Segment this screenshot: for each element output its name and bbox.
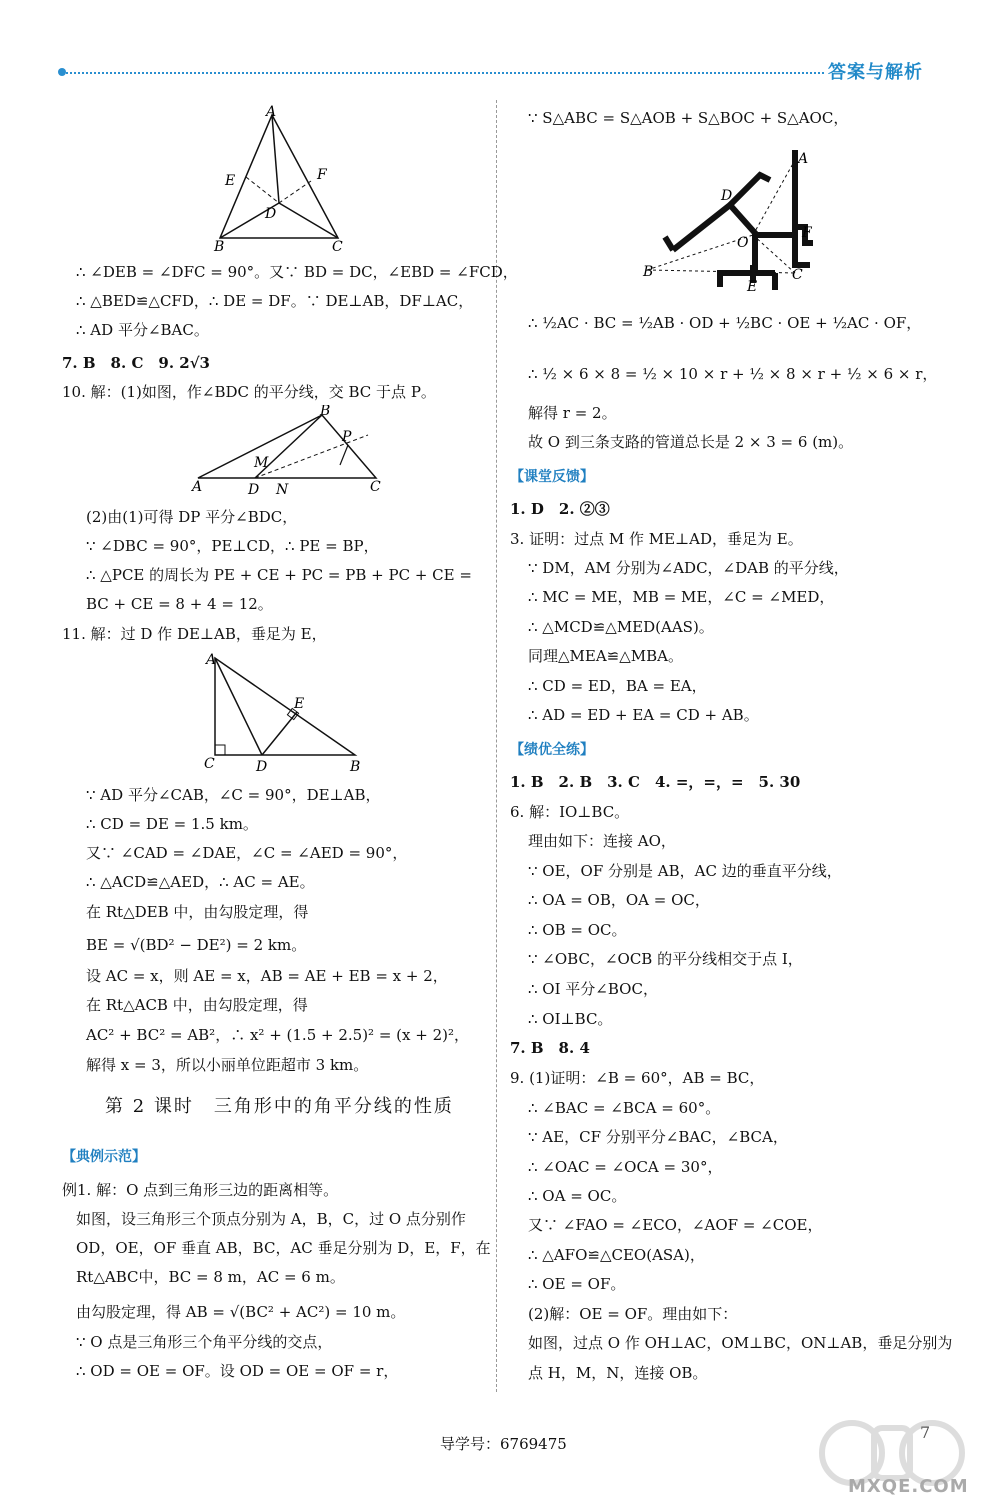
text-line: Rt△ABC中，BC = 8 m，AC = 6 m。 xyxy=(76,1268,345,1286)
lesson-title: 第 2 课时 三角形中的角平分线的性质 xyxy=(105,1096,454,1117)
label-B: B xyxy=(350,759,361,775)
text-line: BE = √(BD² − DE²) = 2 km。 xyxy=(86,936,307,954)
text-line: ∴ ½AC · BC = ½AB · OD + ½BC · OE + ½AC · OF， xyxy=(528,314,922,332)
problem-6: 6. 解：IO⊥BC。 xyxy=(510,803,630,821)
text-line: ∴ OB = OC。 xyxy=(528,921,627,939)
answer-line: 7. B 8. C 9. 2√3 xyxy=(62,354,210,372)
text-line: 设 AC = x，则 AE = x，AB = AE + EB = x + 2， xyxy=(86,967,448,985)
text-line: ∴ ∠OAC = ∠OCA = 30°， xyxy=(528,1158,723,1176)
label-E: E xyxy=(225,173,236,189)
text-line: (2)解：OE = OF。理由如下： xyxy=(528,1305,738,1323)
label-E: E xyxy=(747,279,758,295)
problem-11: 11. 解：过 D 作 DE⊥AB，垂足为 E， xyxy=(62,625,327,643)
figure-triangle-bdp xyxy=(190,405,390,495)
guide-number: 导学号：6769475 xyxy=(440,1435,567,1453)
text-line: AC² + BC² = AB²，∴ x² + (1.5 + 2.5)² = (x + 2)²， xyxy=(86,1026,469,1044)
problem-3: 3. 证明：过点 M 作 ME⊥AD，垂足为 E。 xyxy=(510,530,803,548)
text-line: BC + CE = 8 + 4 = 12。 xyxy=(86,595,273,613)
label-A: A xyxy=(192,479,203,495)
label-D: D xyxy=(721,188,733,204)
text-line: ∴ OI 平分∠BOC， xyxy=(528,980,658,998)
label-A: A xyxy=(798,151,809,167)
text-line: ∴ OE = OF。 xyxy=(528,1275,626,1293)
label-B: B xyxy=(320,405,331,419)
label-M: M xyxy=(254,455,269,471)
text-line: ∴ CD = ED，BA = EA， xyxy=(528,677,707,695)
label-P: P xyxy=(342,429,352,445)
text-line: ∴ △MCD≌△MED(AAS)。 xyxy=(528,618,714,636)
answer-line: 7. B 8. 4 xyxy=(510,1039,590,1057)
problem-10: 10. 解：(1)如图，作∠BDC 的平分线，交 BC 于点 P。 xyxy=(62,383,436,401)
text-line: OD，OE，OF 垂直 AB，BC，AC 垂足分别为 D，E，F，在 xyxy=(76,1239,491,1257)
figure-triangle-abc-d xyxy=(205,105,355,255)
text-line: 在 Rt△ACB 中，由勾股定理，得 xyxy=(86,996,308,1014)
label-C: C xyxy=(204,756,215,772)
label-A: A xyxy=(266,105,277,120)
text-line: ∵ OE，OF 分别是 AB，AC 边的垂直平分线， xyxy=(528,862,842,880)
text-line: ∴ △BED≌△CFD，∴ DE = DF。∵ DE⊥AB，DF⊥AC， xyxy=(76,292,474,310)
label-C: C xyxy=(370,479,381,495)
text-line: 如图，过点 O 作 OH⊥AC，OM⊥BC，ON⊥AB，垂足分别为 xyxy=(528,1334,953,1352)
text-line: ∴ OD = OE = OF。设 OD = OE = OF = r， xyxy=(76,1362,399,1380)
text-line: ∴ MC = ME，MB = ME，∠C = ∠MED， xyxy=(528,588,835,606)
text-line: 又∵ ∠FAO = ∠ECO，∠AOF = ∠COE， xyxy=(528,1216,823,1234)
text-line: ∴ ∠DEB = ∠DFC = 90°。又∵ BD = DC，∠EBD = ∠FCD， xyxy=(76,263,518,281)
text-line: 又∵ ∠CAD = ∠DAE，∠C = ∠AED = 90°， xyxy=(86,844,408,862)
text-line: 解得 x = 3，所以小丽单位距超市 3 km。 xyxy=(86,1056,369,1074)
figure-right-triangle-acb xyxy=(200,650,370,775)
label-C: C xyxy=(792,267,803,283)
header-rule xyxy=(62,72,824,74)
page-number: 7 xyxy=(920,1423,931,1442)
label-D: D xyxy=(248,482,260,495)
text-line: ∴ △AFO≌△CEO(ASA)， xyxy=(528,1246,705,1264)
text-line: ∵ AD 平分∠CAB，∠C = 90°，DE⊥AB， xyxy=(86,786,381,804)
text-line: ∴ OA = OC。 xyxy=(528,1187,627,1205)
text-line: 理由如下：连接 AO， xyxy=(528,832,676,850)
text-line: ∴ AD = ED + EA = CD + AB。 xyxy=(528,706,759,724)
answer-line: 1. D 2. ②③ xyxy=(510,500,610,518)
label-D: D xyxy=(256,759,268,775)
label-F: F xyxy=(802,225,812,241)
text-line: 同理△MEA≌△MBA。 xyxy=(528,647,683,665)
text-line: 点 H，M，N，连接 OB。 xyxy=(528,1364,708,1382)
label-F: F xyxy=(317,167,327,183)
section-heading: 【课堂反馈】 xyxy=(510,469,594,485)
text-line: ∴ OI⊥BC。 xyxy=(528,1010,613,1028)
label-N: N xyxy=(276,482,289,495)
text-line: 故 O 到三条支路的管道总长是 2 × 3 = 6 (m)。 xyxy=(528,433,854,451)
label-B: B xyxy=(214,239,225,255)
label-B: B xyxy=(643,264,654,280)
figure-pipe-network xyxy=(635,145,820,295)
label-A: A xyxy=(206,652,217,668)
text-line: ∵ AE，CF 分别平分∠BAC，∠BCA， xyxy=(528,1128,788,1146)
text-line: ∴ △PCE 的周长为 PE + CE + PC = PB + PC + CE = xyxy=(86,566,472,584)
column-divider xyxy=(496,100,497,1392)
text-line: ∴ AD 平分∠BAC。 xyxy=(76,321,209,339)
text-line: ∵ ∠OBC，∠OCB 的平分线相交于点 I， xyxy=(528,950,803,968)
text-line: ∵ DM，AM 分别为∠ADC，∠DAB 的平分线， xyxy=(528,559,849,577)
label-O: O xyxy=(737,235,749,251)
text-line: 在 Rt△DEB 中，由勾股定理，得 xyxy=(86,903,309,921)
watermark-text: MXQE.COM xyxy=(848,1476,969,1497)
example-1: 例1. 解：O 点到三角形三边的距离相等。 xyxy=(62,1181,339,1199)
header-title: 答案与解析 xyxy=(828,62,923,83)
text-line: ∵ ∠DBC = 90°，PE⊥CD，∴ PE = BP， xyxy=(86,537,379,555)
label-D: D xyxy=(265,206,277,222)
text-line: ∴ OA = OB，OA = OC， xyxy=(528,891,710,909)
text-line: ∴ △ACD≌△AED，∴ AC = AE。 xyxy=(86,873,315,891)
text-line: ∴ ½ × 6 × 8 = ½ × 10 × r + ½ × 8 × r + ½ × 6 × r， xyxy=(528,365,938,383)
label-C: C xyxy=(332,239,343,255)
problem-9: 9. (1)证明：∠B = 60°，AB = BC， xyxy=(510,1069,765,1087)
text-line: ∵ S△ABC = S△AOB + S△BOC + S△AOC， xyxy=(528,109,849,127)
answer-line: 1. B 2. B 3. C 4. =，=，= 5. 30 xyxy=(510,773,801,791)
text-line: ∴ CD = DE = 1.5 km。 xyxy=(86,815,258,833)
label-E: E xyxy=(294,696,305,712)
text-line: 由勾股定理，得 AB = √(BC² + AC²) = 10 m。 xyxy=(76,1303,406,1321)
text-line: 解得 r = 2。 xyxy=(528,404,617,422)
text-line: ∴ ∠BAC = ∠BCA = 60°。 xyxy=(528,1099,721,1117)
text-line: ∵ O 点是三角形三个角平分线的交点， xyxy=(76,1333,333,1351)
section-heading: 【绩优全练】 xyxy=(510,742,594,758)
text-line: (2)由(1)可得 DP 平分∠BDC， xyxy=(86,508,298,526)
text-line: 如图，设三角形三个顶点分别为 A，B，C，过 O 点分别作 xyxy=(76,1210,466,1228)
section-heading: 【典例示范】 xyxy=(62,1149,146,1165)
